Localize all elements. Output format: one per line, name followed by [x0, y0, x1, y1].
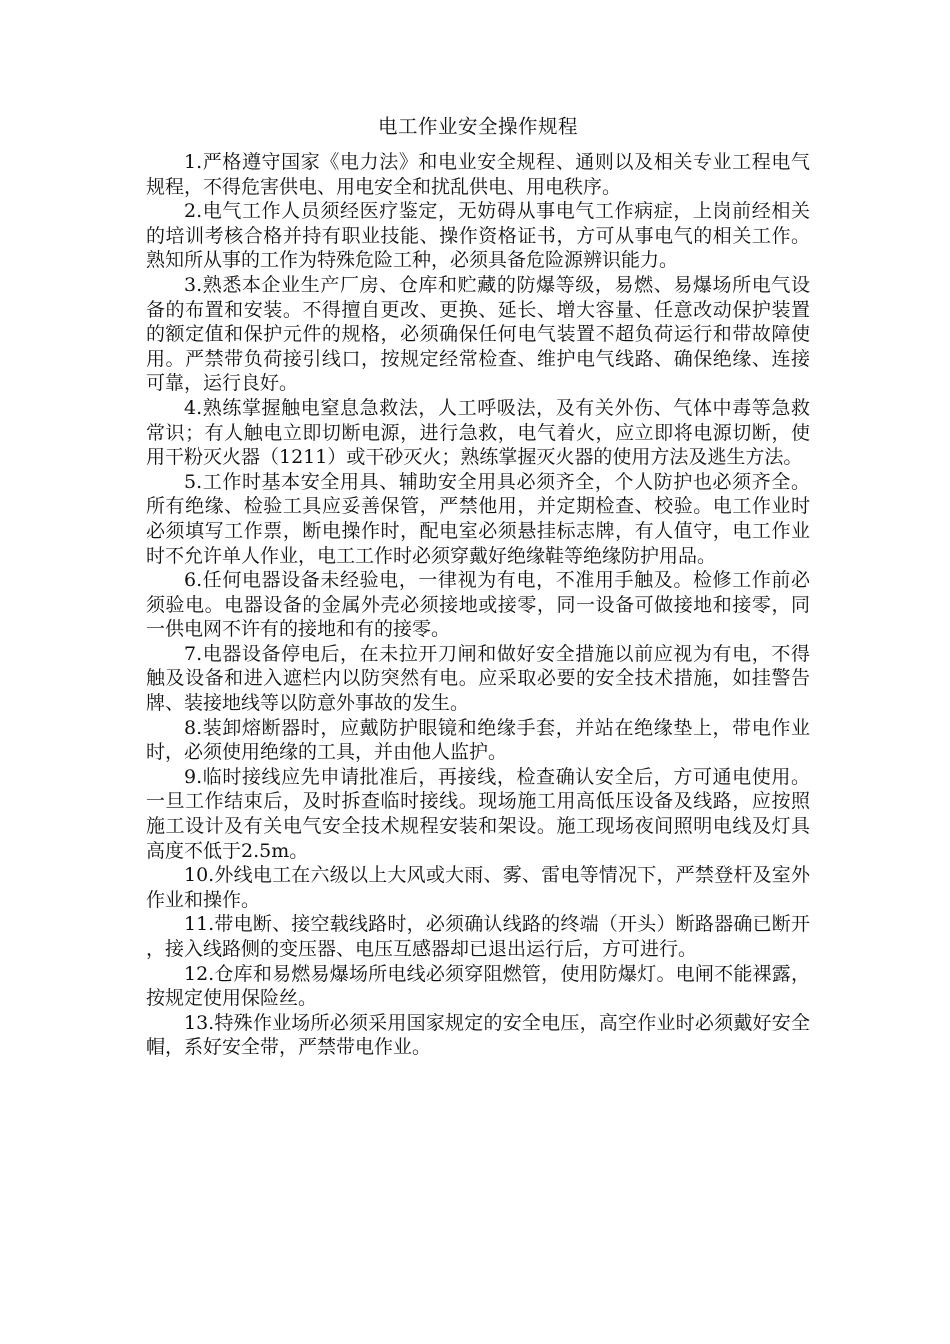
rule-paragraph-4: 4.熟练掌握触电窒息急救法，人工呼吸法，及有关外伤、气体中毒等急救常识；有人触电立即切断电源，进行急救，电气着火，应立即将电源切断，使用干粉灭火器（1211）或干砂灭火；熟练掌握灭火器的使用方法及逃生方法。 — [146, 396, 810, 469]
rule-paragraph-9: 9.临时接线应先申请批准后，再接线，检查确认安全后，方可通电使用。一旦工作结束后，及时拆查临时接线。现场施工用高低压设备及线路，应按照施工设计及有关电气安全技术规程安装和架设。施工现场夜间照明电线及灯具高度不低于2.5m。 — [146, 765, 810, 862]
document-body — [146, 110, 810, 1060]
rule-paragraph-6: 6.任何电器设备未经验电，一律视为有电，不准用手触及。检修工作前必须验电。电器设备的金属外壳必须接地或接零，同一设备可做接地和接零，同一供电网不许有的接地和有的接零。 — [146, 569, 810, 641]
rule-paragraph-10: 10.外线电工在六级以上大风或大雨、雾、雷电等情况下，严禁登杆及室外作业和操作。 — [146, 864, 810, 911]
rule-paragraph-8: 8.装卸熔断器时，应戴防护眼镜和绝缘手套，并站在绝缘垫上，带电作业时，必须使用绝缘的工具，并由他人监护。 — [146, 716, 810, 764]
rule-paragraph-2: 2.电气工作人员须经医疗鉴定，无妨碍从事电气工作病症，上岗前经相关的培训考核合格并持有职业技能、操作资格证书，方可从事电气的相关工作。熟知所从事的工作为特殊危险工种，必须具备危险源辨识能力。 — [146, 200, 810, 272]
rule-paragraph-3: 3.熟悉本企业生产厂房、仓库和贮藏的防爆等级，易燃、易爆场所电气设备的布置和安装。不得擅自更改、更换、延长、增大容量、任意改动保护装置的额定值和保护元件的规格，必须确保任何电气装置不超负荷运行和带故障使用。严禁带负荷接引线口，按规定经常检查、维护电气线路、确保绝缘、连接可靠，运行良好。 — [146, 273, 810, 395]
rule-paragraph-5: 5.工作时基本安全用具、辅助安全用具必须齐全，个人防护也必须齐全。所有绝缘、检验工具应妥善保管，严禁他用，并定期检查、校验。电工作业时必须填写工作票，断电操作时，配电室必须悬挂标志牌，有人值守，电工作业时不允许单人作业，电工工作时必须穿戴好绝缘鞋等绝缘防护用品。 — [146, 470, 810, 567]
rule-paragraph-7: 7.电器设备停电后，在未拉开刀闸和做好安全措施以前应视为有电，不得触及设备和进入遮栏内以防突然有电。应采取必要的安全技术措施，如挂警告牌、装接地线等以防意外事故的发生。 — [146, 642, 810, 715]
rule-paragraph-1: 1.严格遵守国家《电力法》和电业安全规程、通则以及相关专业工程电气规程，不得危害供电、用电安全和扰乱供电、用电秩序。 — [146, 151, 810, 198]
rule-paragraph-11: 11.带电断、接空载线路时，必须确认线路的终端（开头）断路器确已断开，接入线路侧的变压器、电压互感器却已退出运行后，方可进行。 — [146, 913, 810, 960]
rule-paragraph-13: 13.特殊作业场所必须采用国家规定的安全电压，高空作业时必须戴好安全帽，系好安全带，严禁带电作业。 — [146, 1011, 810, 1059]
document-title: 电工作业安全操作规程 — [377, 115, 578, 138]
rule-paragraph-12: 12.仓库和易燃易爆场所电线必须穿阻燃管，使用防爆灯。电闸不能裸露，按规定使用保险丝。 — [146, 962, 810, 1010]
